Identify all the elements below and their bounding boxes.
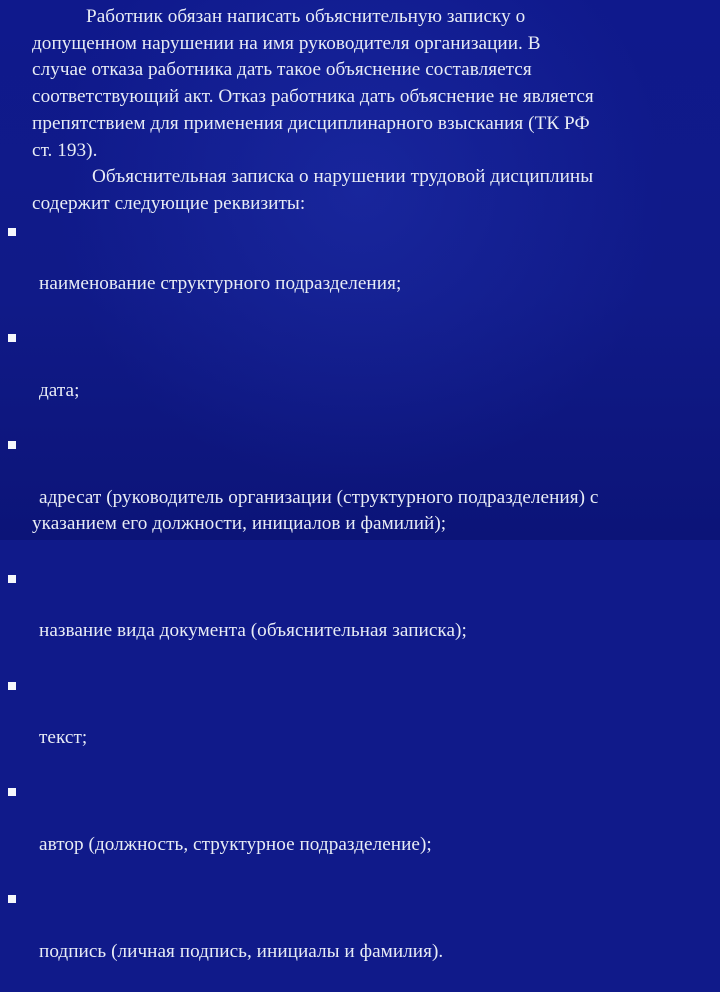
list-item	[32, 565, 716, 672]
square-bullet-icon	[8, 228, 16, 236]
square-bullet-icon	[8, 895, 16, 903]
paragraph-requisites-intro: Объяснительная записка о нарушении трудовой дисциплины содержит следующие реквизиты:	[32, 166, 594, 214]
list-item-text: подпись (личная подпись, инициалы и фамилия).	[39, 940, 444, 962]
square-bullet-icon	[8, 788, 16, 796]
square-bullet-icon	[8, 334, 16, 342]
list-item	[32, 218, 716, 325]
square-bullet-icon	[8, 441, 16, 449]
list-item-text: дата;	[39, 379, 80, 401]
slide-content	[32, 4, 716, 992]
paragraph-obligation: Работник обязан написать объяснительную записку о допущенном нарушении на имя руководителя организации. В случае отказа работника дать такое объяснение составляется соответствующий акт. Отказ работника дать объяснение не является препятствием для применения дисциплинарного взыскания (ТК РФ ст. 193).	[32, 6, 594, 161]
list-item-text: текст;	[39, 726, 88, 748]
requisites-list	[32, 218, 716, 992]
list-item	[32, 885, 716, 992]
list-item-text: автор (должность, структурное подразделение);	[39, 833, 432, 855]
square-bullet-icon	[8, 575, 16, 583]
list-item	[32, 324, 716, 431]
square-bullet-icon	[8, 682, 16, 690]
list-item	[32, 431, 716, 565]
list-item	[32, 778, 716, 885]
list-item-text: название вида документа (объяснительная записка);	[39, 620, 467, 642]
list-item-text: адресат (руководитель организации (структурного подразделения) с указанием его должности, инициалов и фамилий);	[32, 486, 599, 535]
list-item	[32, 672, 716, 779]
list-item-text: наименование структурного подразделения;	[39, 273, 402, 295]
